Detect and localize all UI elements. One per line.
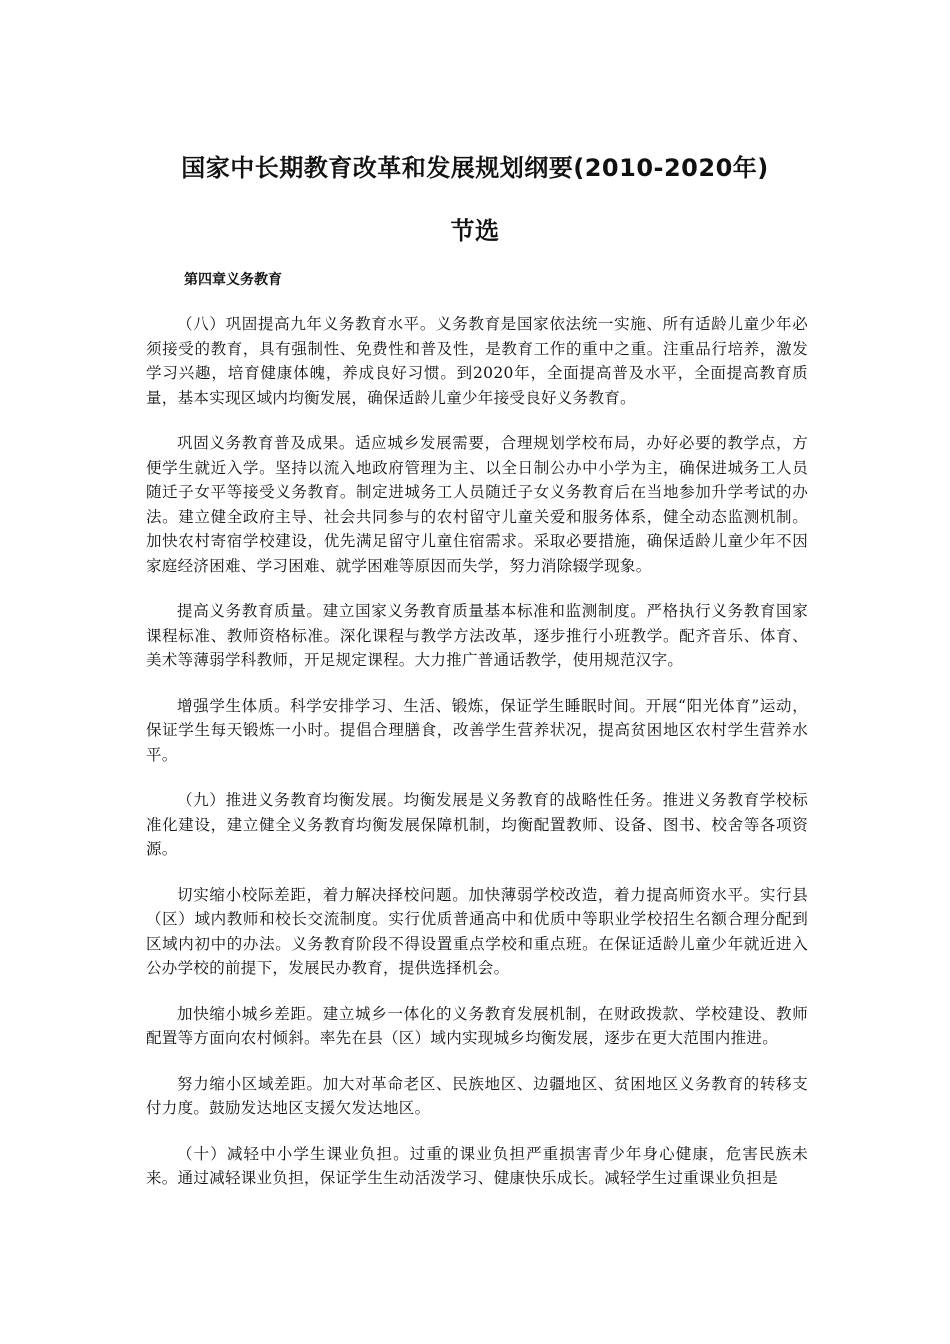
paragraph-6: 切实缩小校际差距，着力解决择校问题。加快薄弱学校改造，着力提高师资水平。实行县（区）域内教师和校长交流制度。实行优质普通高中和优质中等职业学校招生名额合理分配到区域内初中的办法。义务教育阶段不得设置重点学校和重点班。在保证适龄儿童少年就近进入公办学校的前提下，发展民办教育，提供选择机会。 [146, 885, 808, 977]
paragraph-3: 提高义务教育质量。建立国家义务教育质量基本标准和监测制度。严格执行义务教育国家课程标准、教师资格标准。深化课程与教学方法改革，逐步推行小班教学。配齐音乐、体育、美术等薄弱学科教师，开足规定课程。大力推广普通话教学，使用规范汉字。 [146, 602, 808, 669]
paragraph-5: （九）推进义务教育均衡发展。均衡发展是义务教育的战略性任务。推进义务教育学校标准化建设，建立健全义务教育均衡发展保障机制，均衡配置教师、设备、图书、校舍等各项资源。 [146, 791, 808, 858]
paragraph-1: （八）巩固提高九年义务教育水平。义务教育是国家依法统一实施、所有适龄儿童少年必须接受的教育，具有强制性、免费性和普及性，是教育工作的重中之重。注重品行培养，激发学习兴趣，培育健康体魄，养成良好习惯。到2020年，全面提高普及水平，全面提高教育质量，基本实现区域内均衡发展，确保适龄儿童少年接受良好义务教育。 [146, 315, 808, 407]
document-title: 国家中长期教育改革和发展规划纲要(2010-2020年) [181, 154, 769, 182]
paragraph-4: 增强学生体质。科学安排学习、生活、锻炼，保证学生睡眠时间。开展“阳光体育”运动，保证学生每天锻炼一小时。提倡合理膳食，改善学生营养状况，提高贫困地区农村学生营养水平。 [146, 696, 808, 764]
chapter-heading: 第四章义务教育 [184, 272, 282, 288]
document-subtitle: 节选 [450, 217, 500, 245]
paragraph-9: （十）减轻中小学生课业负担。过重的课业负担严重损害青少年身心健康，危害民族未来。通过减轻课业负担，保证学生生动活泼学习、健康快乐成长。减轻学生过重课业负担是 [146, 1144, 808, 1187]
paragraph-8: 努力缩小区域差距。加大对革命老区、民族地区、边疆地区、贫困地区义务教育的转移支付力度。鼓励发达地区支援欠发达地区。 [146, 1074, 808, 1117]
document-body [146, 312, 808, 1212]
paragraph-7: 加快缩小城乡差距。建立城乡一体化的义务教育发展机制，在财政拨款、学校建设、教师配置等方面向农村倾斜。率先在县（区）域内实现城乡均衡发展，逐步在更大范围内推进。 [146, 1004, 808, 1047]
paragraph-2: 巩固义务教育普及成果。适应城乡发展需要，合理规划学校布局，办好必要的教学点，方便学生就近入学。坚持以流入地政府管理为主、以全日制公办中小学为主，确保进城务工人员随迁子女平等接受义务教育。制定进城务工人员随迁子女义务教育后在当地参加升学考试的办法。建立健全政府主导、社会共同参与的农村留守儿童关爱和服务体系，健全动态监测机制。加快农村寄宿学校建设，优先满足留守儿童住宿需求。采取必要措施，确保适龄儿童少年不因家庭经济困难、学习困难、就学困难等原因而失学，努力消除辍学现象。 [146, 434, 808, 575]
